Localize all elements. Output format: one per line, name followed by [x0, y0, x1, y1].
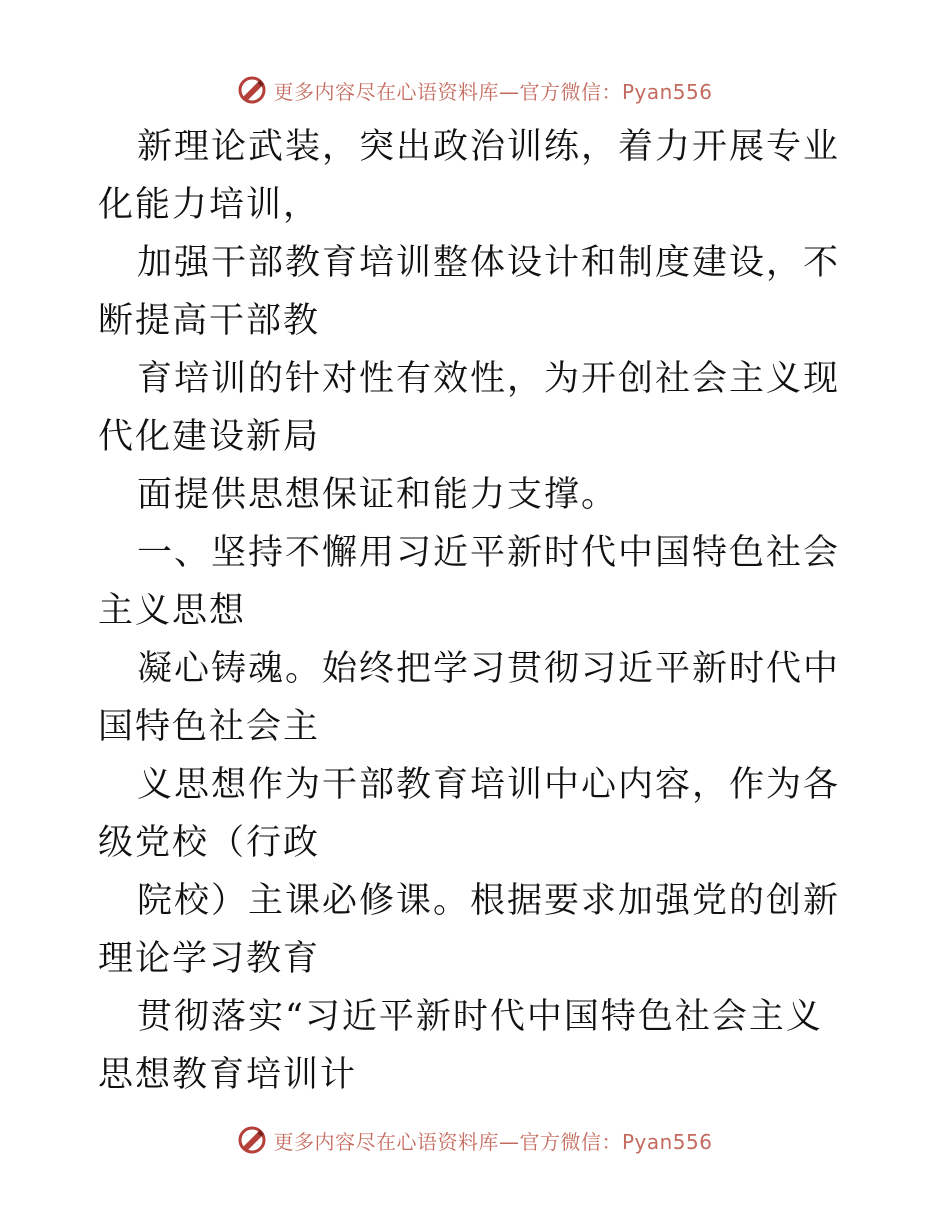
footer-banner [0, 1120, 950, 1160]
document-body [98, 118, 858, 1104]
paragraph-5: 一、坚持不懈用习近平新时代中国特色社会主义思想 [98, 533, 841, 631]
header-text: 更多内容尽在心语资料库—官方微信：Pyan556 [273, 79, 713, 104]
paragraph-3: 育培训的针对性有效性，为开创社会主义现代化建设新局 [98, 359, 841, 457]
paragraph-1: 新理论武装，突出政治训练，着力开展专业化能力培训， [98, 127, 841, 225]
paragraph-8: 院校）主课必修课。根据要求加强党的创新理论学习教育 [98, 881, 841, 979]
paragraph-2: 加强干部教育培训整体设计和制度建设，不断提高干部教 [98, 243, 841, 341]
pen-seal-icon [237, 1125, 267, 1155]
header-banner [0, 70, 950, 110]
footer-text: 更多内容尽在心语资料库—官方微信：Pyan556 [273, 1129, 713, 1154]
paragraph-4: 面提供思想保证和能力支撑。 [137, 475, 619, 515]
pen-seal-icon [237, 75, 267, 105]
paragraph-9: 贯彻落实“习近平新时代中国特色社会主义思想教育培训计 [98, 997, 823, 1095]
paragraph-6: 凝心铸魂。始终把学习贯彻习近平新时代中国特色社会主 [98, 649, 841, 747]
paragraph-7: 义思想作为干部教育培训中心内容，作为各级党校（行政 [98, 765, 841, 863]
